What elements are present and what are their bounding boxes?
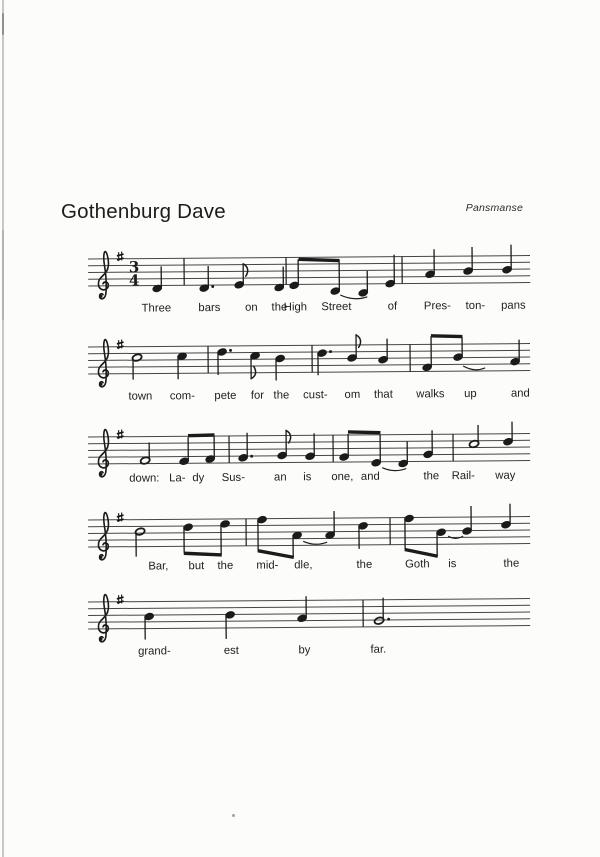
note-eighth [234,264,248,289]
staff-line [88,619,530,622]
lyric-syllable: bars [198,301,221,315]
note-eighth [436,528,447,556]
lyric-syllable: pete [214,389,237,403]
note-quarter [385,255,396,288]
note-quarter [152,266,163,292]
beam [188,435,215,436]
slur [463,366,485,370]
staff-line [88,371,530,374]
lyric-syllable: and [360,470,380,483]
note-quarter [305,433,316,460]
staff-line [88,599,530,602]
lyric-syllable: but [188,560,205,573]
key-signature-sharp-icon [117,252,124,261]
augmentation-dot [329,350,332,353]
lyric-syllable: pans [501,299,526,312]
note-quarter [425,249,436,278]
song-title: Gothenburg Dave [61,200,226,223]
lyric-syllable: Street [321,300,352,314]
staff-5 [88,591,530,658]
staff-line [88,537,530,540]
lyric-syllable: mid- [256,559,279,572]
key-signature-sharp-icon [117,340,124,349]
lyric-syllable: the [356,558,373,571]
lyric-syllable: dy [192,472,205,485]
lyric-syllable: High [283,301,308,314]
lyric-syllable: the [271,301,288,314]
staff-line [88,357,530,360]
lyric-syllable: dle, [294,559,313,572]
lyric-syllable: Rail- [451,469,475,483]
lyric-syllable: far. [370,643,387,656]
staff-line [88,605,530,608]
note-half [469,425,480,448]
staff-line [88,461,530,464]
lyric-syllable: up [464,387,477,401]
lyric-syllable: com- [169,390,195,403]
lyric-syllable: ton- [465,299,486,313]
lyric-syllable: of [387,300,398,313]
composer-attribution: Pansmanse [465,202,523,214]
augmentation-dot [250,455,253,458]
note-dotted-quarter [217,348,232,375]
staff-line [88,262,530,265]
lyric-syllable: Pres- [423,300,451,313]
lyric-syllable: the [423,470,440,483]
slur [382,468,406,471]
lyric-syllable: on [245,301,258,314]
lyric-syllable: the [273,389,290,402]
staff-line [88,544,530,547]
note-eighth [292,531,303,557]
staff-line [88,344,530,347]
lyric-syllable: for [250,389,265,402]
note-dotted-half [374,598,391,625]
time-signature-denominator: 4 [128,271,140,290]
staff-4 [88,504,531,573]
key-signature-sharp-icon [117,513,124,522]
lyric-syllable: the [503,557,520,570]
note-eighth [183,523,194,553]
note-quarter [225,611,236,639]
lyric-syllable: way [495,469,516,482]
beam [405,549,438,556]
augmentation-dot [211,285,214,288]
lyric-syllable: om [344,388,361,401]
lyric-syllable: grand- [138,645,171,658]
lyric-syllable: Goth [405,558,430,571]
lyric-syllable: walks [416,388,445,401]
augmentation-dot [387,618,390,621]
staff-line [88,276,530,279]
beam [184,553,222,555]
note-quarter [463,247,474,275]
staff-2 [88,334,531,403]
note-eighth [339,434,350,461]
augmentation-dot [229,349,232,352]
key-signature-sharp-icon [117,430,124,439]
staff-1 [88,245,531,315]
lyric-syllable: Bar, [148,560,169,573]
note-eighth [453,337,464,361]
note-quarter [144,612,155,639]
lyric-syllable: that [373,388,393,401]
staff-line [88,612,530,615]
beam [258,550,294,557]
note-eighth [220,520,231,555]
staff-line [88,350,530,353]
beam [348,432,381,433]
time-signature-numerator: 3 [128,257,140,277]
staff-line [88,447,530,450]
note-dotted-quarter [317,349,332,375]
lyric-syllable: Three [141,302,172,315]
lyric-syllable: by [298,644,311,657]
staff-line [88,440,530,443]
note-quarter [462,506,473,535]
lyric-syllable: Sus- [221,471,245,484]
staff-3 [88,422,530,485]
key-signature-sharp-icon [117,595,124,604]
note-half [135,527,146,556]
note-half [140,443,151,465]
lyric-syllable: the [217,559,234,572]
note-quarter [274,266,285,291]
lyric-syllable: is [303,471,312,484]
lyric-syllable: down: [129,472,160,485]
note-eighth [179,437,190,465]
lyric-syllable: town [128,390,153,403]
beam [431,336,463,337]
staff-line [88,523,530,526]
lyric-syllable: and [510,387,530,400]
staff-line [88,626,530,629]
lyric-syllable: La- [169,472,186,485]
note-eighth [422,336,433,371]
lyric-syllable: an [273,471,287,484]
note-quarter [275,354,286,380]
beam [299,259,340,261]
note-eighth [371,435,382,467]
lyric-syllable: est [223,644,239,657]
note-dotted-quarter [238,433,253,462]
lyric-syllable: is [448,558,457,571]
note-quarter [502,245,513,274]
staff-line [88,517,530,520]
staff-line [88,434,530,437]
note-quarter [177,352,188,379]
staff-line [88,283,530,286]
note-dotted-quarter [199,266,214,292]
lyric-syllable: cust- [303,389,328,402]
note-eighth [250,351,261,378]
lyric-syllable: one, [331,470,354,484]
slur [303,541,327,544]
